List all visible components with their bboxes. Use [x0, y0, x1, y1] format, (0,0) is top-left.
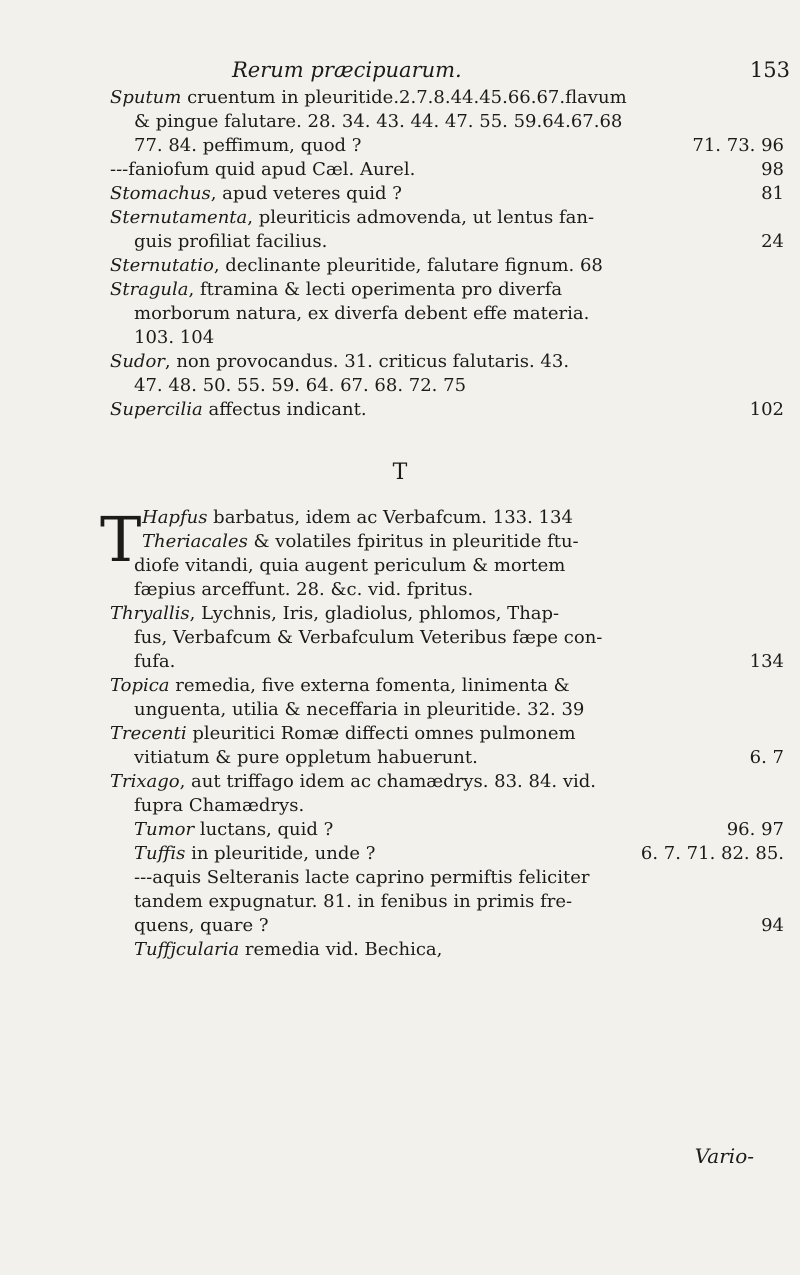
entry-text: ---aquis Selteranis lacte caprino permiftis feliciter [134, 867, 590, 888]
index-entry [110, 254, 790, 278]
entry-text: , non provocandus. 31. criticus falutaris. 43. [164, 351, 570, 372]
index-entry [110, 554, 790, 578]
entry-text: , aut triffago idem ac chamædrys. 83. 84. vid. [179, 771, 597, 792]
index-entry [110, 374, 790, 398]
entry-text: barbatus, idem ac Verbafcum. 133. 134 [207, 507, 573, 528]
index-entry [110, 278, 790, 302]
entry-keyword: Hapfus [142, 507, 208, 528]
entry-text: fæpius arceffunt. 28. &c. vid. fpritus. [134, 579, 474, 600]
entry-keyword: Supercilia [110, 399, 203, 420]
index-entry [110, 158, 790, 182]
index-entry [110, 230, 790, 254]
entry-keyword: Theriacales [142, 531, 248, 552]
entry-text: vitiatum & pure oppletum habuerunt. [134, 747, 478, 768]
page-number: 153 [749, 58, 790, 82]
index-entry [110, 866, 790, 890]
entry-keyword: Trixago [110, 771, 180, 792]
index-entry [110, 674, 790, 698]
index-entry [110, 818, 790, 842]
index-entry [110, 890, 790, 914]
entry-keyword: Thryallis [110, 603, 190, 624]
entry-text: remedia, five externa fomenta, linimenta & [169, 675, 570, 696]
entry-text: , pleuriticis admovenda, ut lentus fan- [247, 207, 595, 228]
entry-text: remedia vid. Bechica, [239, 939, 443, 960]
index-entry [110, 206, 790, 230]
catchword: Vario- [694, 1144, 754, 1168]
section-letter: T [392, 460, 408, 485]
drop-cap: T [100, 503, 142, 576]
entry-text: & volatiles fpiritus in pleuritide ftu- [247, 531, 579, 552]
entry-text: 77. 84. peffimum, quod ? [134, 135, 362, 156]
entry-text: , ftramina & lecti operimenta pro diverfa [188, 279, 563, 300]
entry-keyword: Stragula [110, 279, 189, 300]
index-entry [110, 722, 790, 746]
running-header [100, 58, 790, 88]
entry-text: tandem expugnatur. 81. in fenibus in primis fre- [134, 891, 573, 912]
entry-text: cruentum in pleuritide.2.7.8.44.45.66.67.flavum [181, 87, 627, 108]
entry-page-refs: 102 [749, 399, 784, 420]
entry-keyword: Sputum [110, 87, 182, 108]
entry-text: fus, Verbafcum & Verbafculum Veteribus fæpe con- [134, 627, 603, 648]
index-entry [110, 602, 790, 626]
index-entry [110, 110, 790, 134]
index-entry [110, 698, 790, 722]
entry-text: morborum natura, ex diverfa debent effe materia. [134, 303, 590, 324]
entry-keyword: Tumor [134, 819, 195, 840]
entry-text: pleuritici Romæ diffecti omnes pulmonem [186, 723, 576, 744]
index-entry [110, 650, 790, 674]
entry-keyword: Trecenti [110, 723, 187, 744]
index-entry [110, 302, 790, 326]
entry-text: , declinante pleuritide, falutare fignum. 68 [213, 255, 603, 276]
index-entry [110, 746, 790, 770]
entry-text: 47. 48. 50. 55. 59. 64. 67. 68. 72. 75 [134, 375, 467, 396]
entry-text: luctans, quid ? [194, 819, 334, 840]
index-entry [110, 770, 790, 794]
entry-text: quens, quare ? [134, 915, 269, 936]
index-section-s [110, 86, 790, 422]
entry-keyword: Sternutamenta [110, 207, 248, 228]
index-entry [110, 626, 790, 650]
index-entry [110, 350, 790, 374]
entry-page-refs: 71. 73. 96 [692, 135, 784, 156]
entry-page-refs: 6. 7. 71. 82. 85. [640, 843, 784, 864]
index-entry [110, 326, 790, 350]
index-entry [110, 938, 790, 962]
index-entry [110, 134, 790, 158]
entry-text: fupra Chamædrys. [134, 795, 305, 816]
entry-page-refs: 134 [749, 651, 784, 672]
index-entry [110, 530, 790, 554]
entry-page-refs: 6. 7 [749, 747, 784, 768]
entry-text: guis profiliat facilius. [134, 231, 328, 252]
index-entry [110, 86, 790, 110]
index-entry [110, 794, 790, 818]
index-section-t [100, 503, 790, 962]
entry-keyword: Tuffis [134, 843, 186, 864]
entry-text: & pingue falutare. 28. 34. 43. 44. 47. 55. 59.64.67.68 [134, 111, 623, 132]
entry-keyword: Tuffjcularia [134, 939, 240, 960]
index-entry [110, 182, 790, 206]
entry-keyword: Sternutatio [110, 255, 214, 276]
header-title: Rerum præcipuarum. [232, 58, 462, 82]
entry-text: diofe vitandi, quia augent periculum & mortem [134, 555, 566, 576]
entry-page-refs: 98 [761, 159, 784, 180]
index-entry [110, 914, 790, 938]
index-entry [110, 578, 790, 602]
entry-text: , apud veteres quid ? [210, 183, 402, 204]
entry-text: , Lychnis, Iris, gladiolus, phlomos, Thap- [189, 603, 560, 624]
entry-keyword: Sudor [110, 351, 165, 372]
entry-page-refs: 81 [761, 183, 784, 204]
entry-text: in pleuritide, unde ? [185, 843, 376, 864]
entry-page-refs: 94 [761, 915, 784, 936]
entry-text: affectus indicant. [202, 399, 367, 420]
entry-page-refs: 24 [761, 231, 784, 252]
index-entry [110, 398, 790, 422]
entry-keyword: Topica [110, 675, 170, 696]
entry-text: 103. 104 [134, 327, 215, 348]
index-entry [110, 506, 790, 530]
entry-text: unguenta, utilia & neceffaria in pleuritide. 32. 39 [134, 699, 585, 720]
entry-keyword: Stomachus [110, 183, 211, 204]
entry-text: ---faniofum quid apud Cæl. Aurel. [110, 159, 416, 180]
entry-page-refs: 96. 97 [726, 819, 784, 840]
index-entry [110, 842, 790, 866]
entry-text: fufa. [134, 651, 176, 672]
